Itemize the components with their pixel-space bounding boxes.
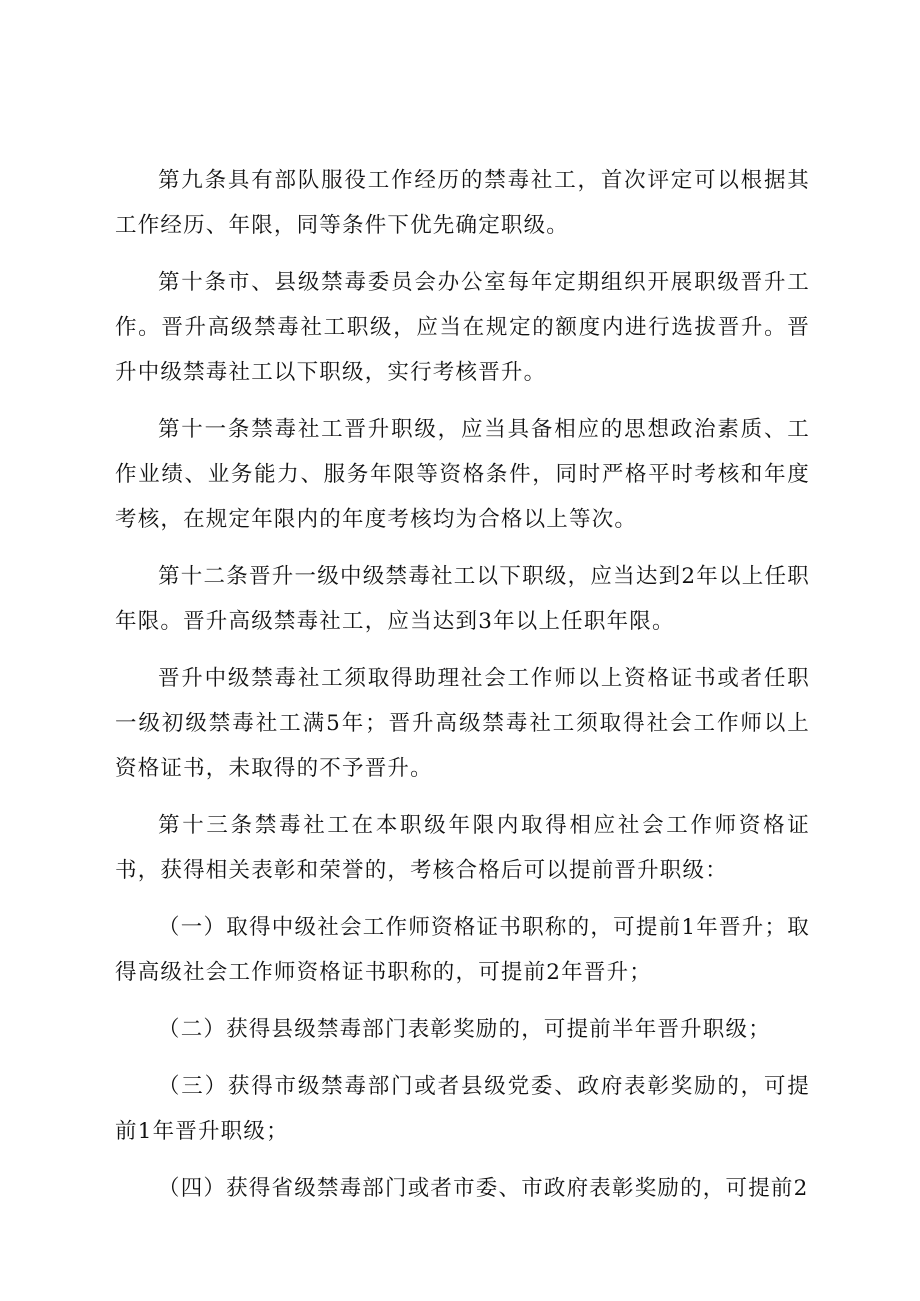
paragraph-item-3: （三）获得市级禁毒部门或者县级党委、政府表彰奖励的，可提前1年晋升职级； — [115, 1074, 810, 1144]
paragraph-item-1: （一）取得中级社会工作师资格证书职称的，可提前1年晋升；取得高级社会工作师资格证书职称的，可提前2年晋升； — [115, 915, 810, 985]
paragraph-article-10: 第十条市、县级禁毒委员会办公室每年定期组织开展职级晋升工作。晋升高级禁毒社工职级，应当在规定的额度内进行选拔晋升。晋升中级禁毒社工以下职级，实行考核晋升。 — [115, 270, 810, 385]
paragraph-article-13: 第十三条禁毒社工在本职级年限内取得相应社会工作师资格证书，获得相关表彰和荣誉的，考核合格后可以提前晋升职级： — [115, 813, 810, 883]
paragraph-article-11: 第十一条禁毒社工晋升职级，应当具备相应的思想政治素质、工作业绩、业务能力、服务年限等资格条件，同时严格平时考核和年度考核，在规定年限内的年度考核均为合格以上等次。 — [115, 417, 810, 532]
paragraph-article-9: 第九条具有部队服役工作经历的禁毒社工，首次评定可以根据其工作经历、年限，同等条件下优先确定职级。 — [115, 168, 810, 238]
paragraph-article-12: 第十二条晋升一级中级禁毒社工以下职级，应当达到2年以上任职年限。晋升高级禁毒社工，应当达到3年以上任职年限。 — [115, 564, 810, 634]
paragraph-item-4: （四）获得省级禁毒部门或者市委、市政府表彰奖励的，可提前2 — [158, 1176, 809, 1201]
paragraph-item-2: （二）获得县级禁毒部门表彰奖励的，可提前半年晋升职级； — [158, 1017, 771, 1042]
paragraph-article-12-cont: 晋升中级禁毒社工须取得助理社会工作师以上资格证书或者任职一级初级禁毒社工满5年；晋升高级禁毒社工须取得社会工作师以上资格证书，未取得的不予晋升。 — [115, 666, 810, 781]
